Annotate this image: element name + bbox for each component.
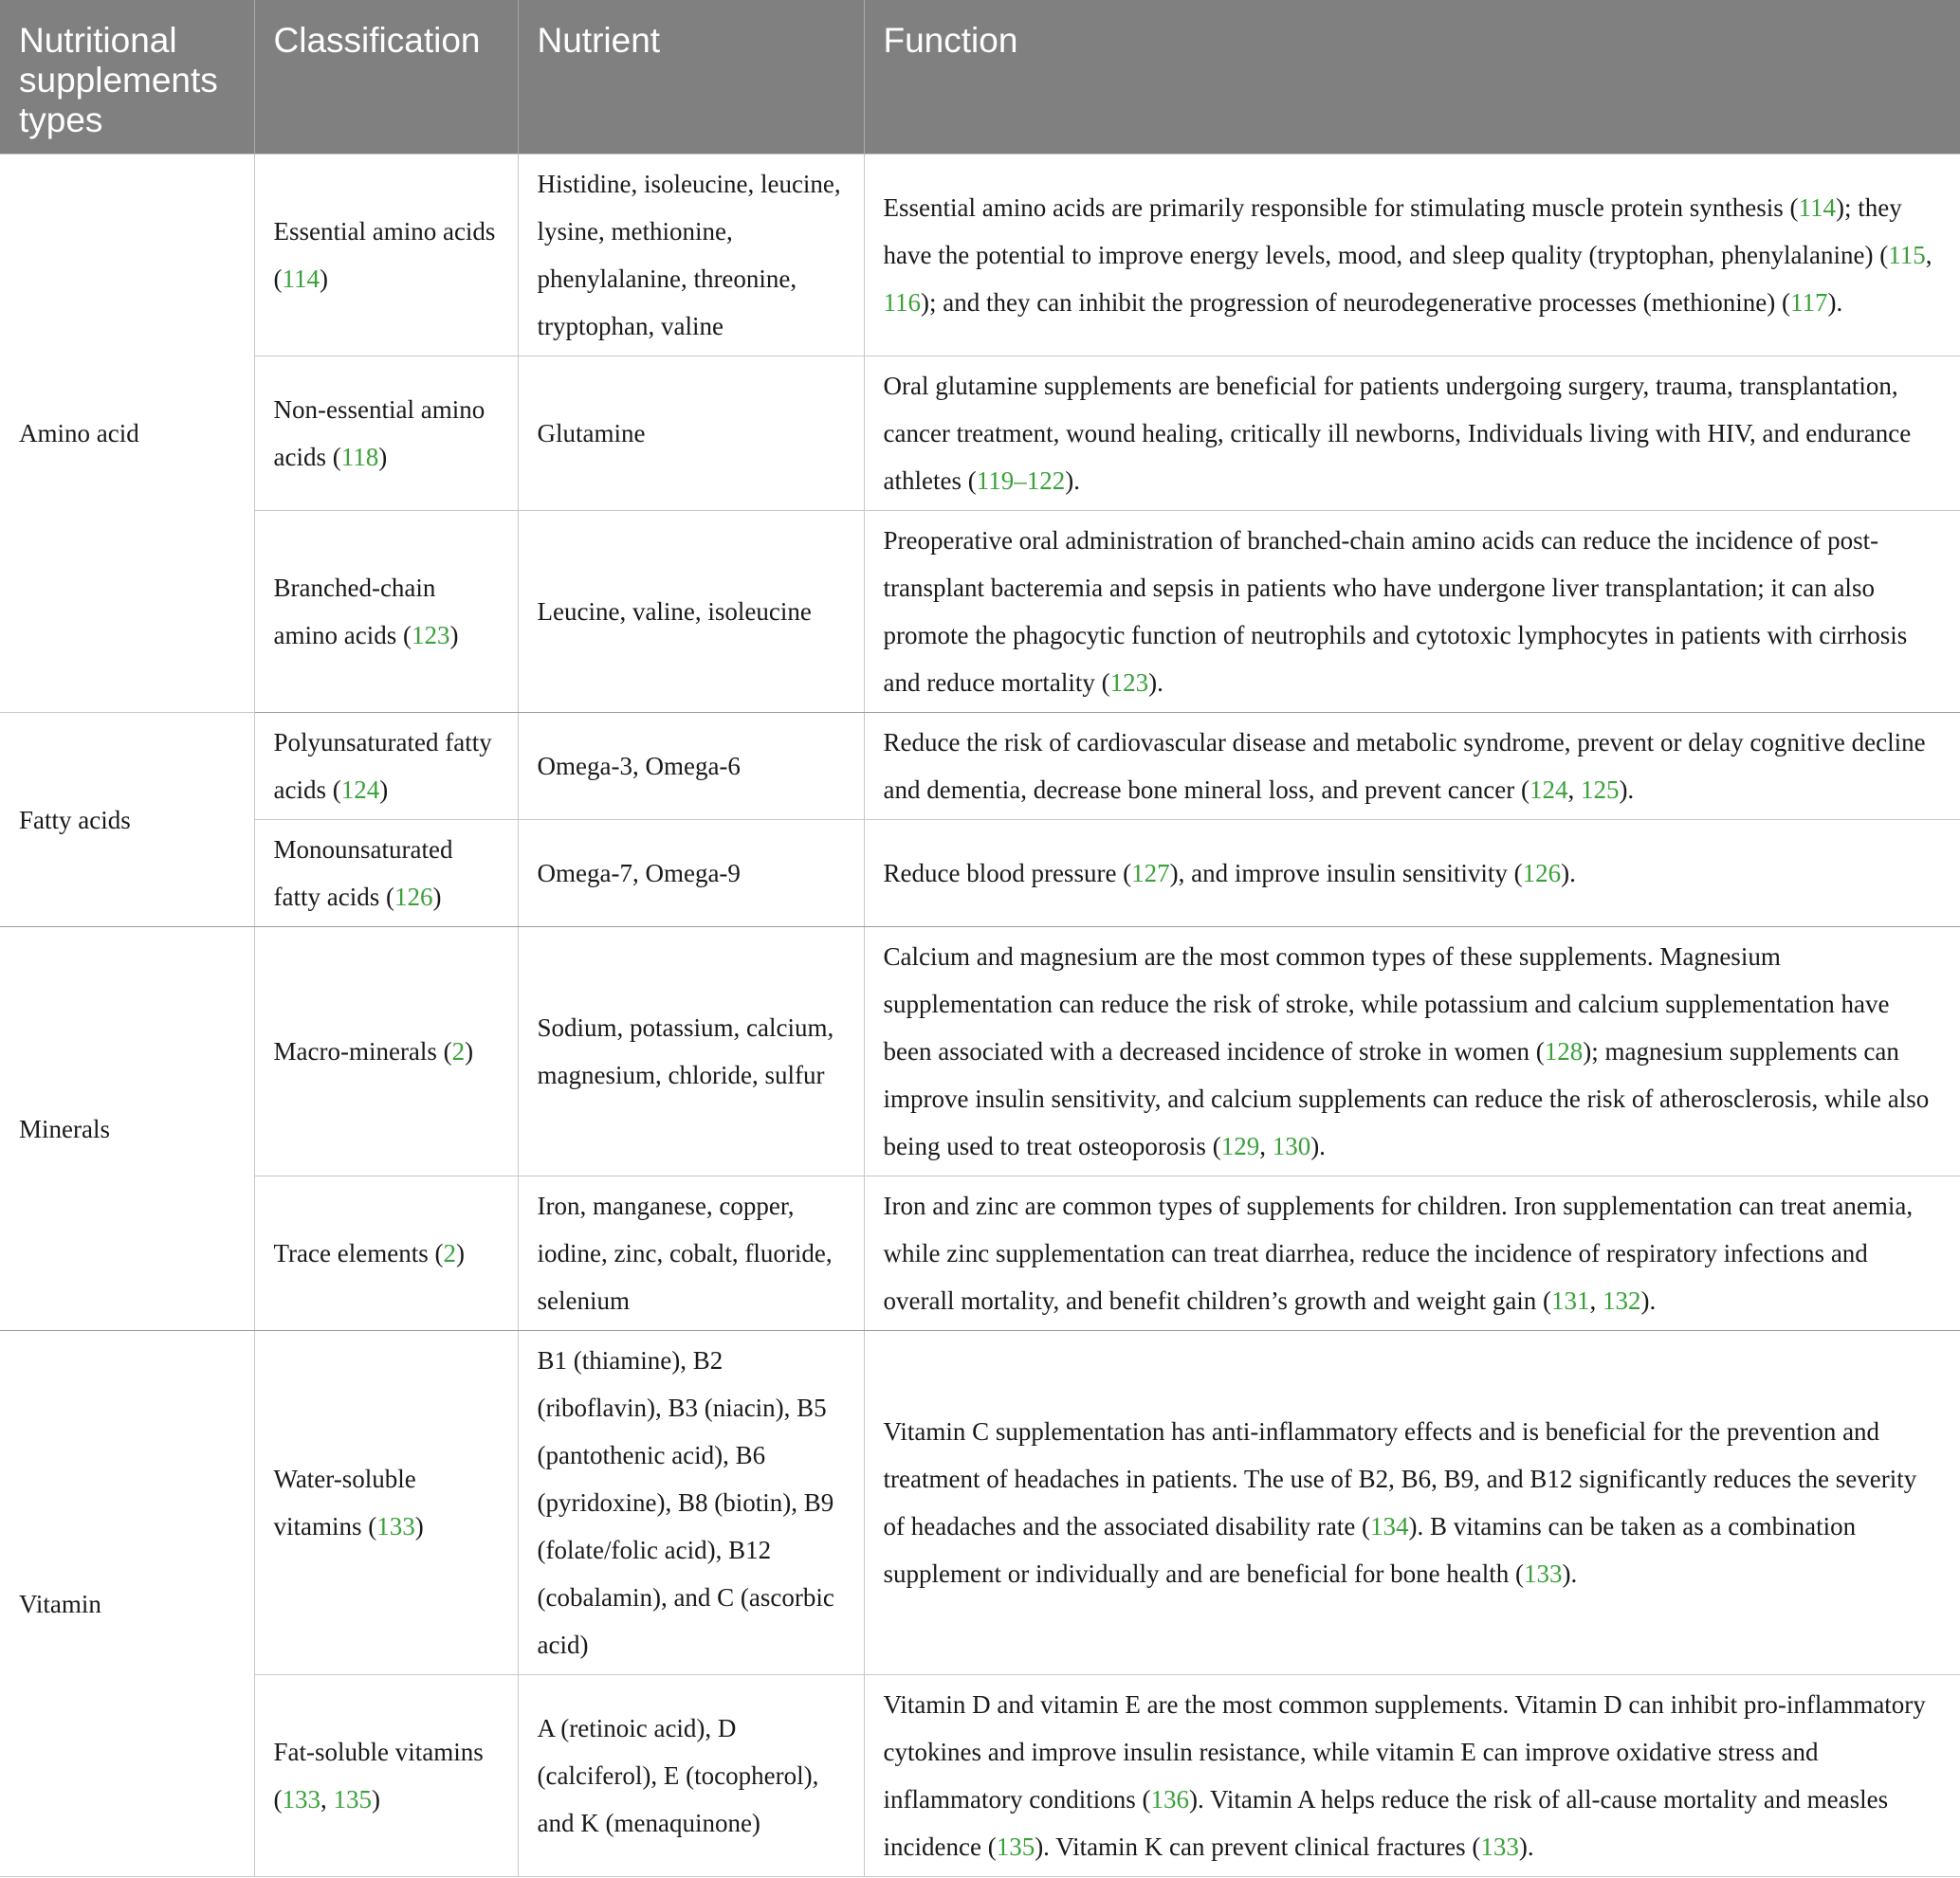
cell-text: ); and they can inhibit the progression of neurodegenerative processes (methionine) ( <box>921 288 1790 317</box>
citation-link[interactable]: 128 <box>1544 1037 1584 1066</box>
cell-text: ), and improve insulin sensitivity ( <box>1169 859 1523 887</box>
table-header <box>0 0 1960 155</box>
function-cell <box>864 511 1960 713</box>
cell-text: ). <box>1562 1559 1578 1588</box>
cell-text: Non-essential amino acids ( <box>273 395 485 471</box>
cell-text: Calcium and magnesium are the most common types of these supplements. Magnesium supplementation can reduce the risk of stroke, while potassium and calcium supplementation have been associated with a decreased incidence of stroke in women ( <box>883 942 1890 1066</box>
citation-link[interactable]: 126 <box>1522 859 1562 887</box>
citation-link[interactable]: 134 <box>1370 1512 1409 1541</box>
function-cell <box>864 713 1960 820</box>
function-cell <box>864 927 1960 1176</box>
classification-cell <box>254 713 518 820</box>
function-cell <box>864 1331 1960 1675</box>
citation-link[interactable]: 125 <box>1580 775 1620 804</box>
cell-text: Trace elements ( <box>273 1239 444 1267</box>
cell-text: Polyunsaturated fatty acids ( <box>273 728 492 804</box>
cell-text: ). <box>1310 1132 1326 1160</box>
table-row <box>0 155 1960 356</box>
citation-link[interactable]: 2 <box>451 1037 466 1066</box>
citation-link[interactable]: 133 <box>282 1785 321 1814</box>
cell-text: Monounsaturated fatty acids ( <box>273 835 453 911</box>
citation-link[interactable]: 132 <box>1603 1286 1641 1315</box>
cell-text: ) <box>414 1512 424 1541</box>
cell-text: ) <box>432 883 442 911</box>
citation-link[interactable]: 133 <box>1524 1559 1563 1588</box>
citation-link[interactable]: 124 <box>340 775 380 804</box>
cell-text: ). <box>1518 1832 1534 1861</box>
table-row <box>0 1675 1960 1877</box>
nutrient-cell: Glutamine <box>518 356 864 511</box>
group-amino-acid: Amino acid <box>0 155 254 713</box>
table-row <box>0 356 1960 511</box>
cell-text: Water-soluble vitamins ( <box>273 1465 416 1541</box>
header-nutrient: Nutrient <box>518 0 864 155</box>
function-cell <box>864 155 1960 356</box>
cell-text: ). <box>1827 288 1843 317</box>
classification-cell <box>254 927 518 1176</box>
citation-link[interactable]: 118 <box>340 443 379 471</box>
citation-link[interactable]: 133 <box>376 1512 415 1541</box>
nutrient-cell: A (retinoic acid), D (calciferol), E (tocopherol), and K (menaquinone) <box>518 1675 864 1877</box>
citation-link[interactable]: 115 <box>1888 241 1926 269</box>
nutrient-cell: B1 (thiamine), B2 (riboflavin), B3 (niacin), B5 (pantothenic acid), B6 (pyridoxine), B8 (biotin), B9 (folate/folic acid), B12 (cobalamin), and C (ascorbic acid) <box>518 1331 864 1675</box>
classification-cell <box>254 1675 518 1877</box>
classification-cell <box>254 820 518 927</box>
citation-link[interactable]: 127 <box>1131 859 1170 887</box>
cell-text: ). B vitamins can be taken as a combination supplement or individually and are beneficial for bone health ( <box>883 1512 1857 1588</box>
cell-text: ) <box>455 1239 465 1267</box>
citation-link[interactable]: 131 <box>1551 1286 1590 1315</box>
nutrient-cell: Omega-7, Omega-9 <box>518 820 864 927</box>
citation-link[interactable]: 130 <box>1272 1132 1311 1160</box>
cell-text: ) <box>372 1785 380 1814</box>
cell-text: Iron and zinc are common types of supplements for children. Iron supplementation can treat anemia, while zinc supplementation can treat diarrhea, reduce the incidence of respiratory infections and overall mortality, and benefit children’s growth and weight gain ( <box>883 1192 1914 1315</box>
header-row <box>0 0 1960 155</box>
citation-link[interactable]: 114 <box>1798 193 1837 222</box>
classification-cell <box>254 1176 518 1331</box>
header-classification: Classification <box>254 0 518 155</box>
table-row <box>0 511 1960 713</box>
cell-text: Reduce blood pressure ( <box>883 859 1132 887</box>
cell-text: ). <box>1640 1286 1657 1315</box>
cell-text: ); they have the potential to improve energy levels, mood, and sleep quality (tryptophan, phenylalanine) ( <box>883 193 1902 269</box>
cell-text: Reduce the risk of cardiovascular disease and metabolic syndrome, prevent or delay cognitive decline and dementia, decrease bone mineral loss, and prevent cancer ( <box>883 728 1926 804</box>
nutrient-cell: Leucine, valine, isoleucine <box>518 511 864 713</box>
nutrient-cell: Histidine, isoleucine, leucine, lysine, methionine, phenylalanine, threonine, tryptophan, valine <box>518 155 864 356</box>
classification-cell <box>254 356 518 511</box>
cell-text: , <box>1567 775 1581 804</box>
classification-cell <box>254 511 518 713</box>
citation-link[interactable]: 117 <box>1789 288 1828 317</box>
header-function: Function <box>864 0 1960 155</box>
cell-text: ). <box>1619 775 1635 804</box>
table-row <box>0 713 1960 820</box>
function-cell <box>864 356 1960 511</box>
cell-text: ); magnesium supplements can improve insulin sensitivity, and calcium supplements can reduce the risk of atherosclerosis, while also being used to treat osteoporosis ( <box>883 1037 1930 1160</box>
nutrient-cell: Sodium, potassium, calcium, magnesium, chloride, sulfur <box>518 927 864 1176</box>
function-cell <box>864 820 1960 927</box>
citation-link[interactable]: 123 <box>1109 668 1149 697</box>
cell-text: Preoperative oral administration of branched-chain amino acids can reduce the incidence of post-transplant bacteremia and sepsis in patients who have undergone liver transplantation; it can also promote the phagocytic function of neutrophils and cytotoxic lymphocytes in patients with cirrhosis and reduce mortality ( <box>883 526 1908 697</box>
cell-text: ). <box>1561 859 1576 887</box>
table-row <box>0 820 1960 927</box>
cell-text: Branched-chain amino acids ( <box>273 574 436 649</box>
cell-text: Vitamin C supplementation has anti-inflammatory effects and is beneficial for the prevention and treatment of headaches in patients. The use of B2, B6, B9, and B12 significantly reduces the severity of headaches and the associated disability rate ( <box>883 1417 1917 1541</box>
cell-text: Essential amino acids ( <box>273 217 496 293</box>
cell-text: ) <box>320 264 328 293</box>
header-types: Nutritional supplements types <box>0 0 254 155</box>
table-row <box>0 927 1960 1176</box>
citation-link[interactable]: 116 <box>883 288 921 317</box>
cell-text: Oral glutamine supplements are beneficial for patients undergoing surgery, trauma, transplantation, cancer treatment, wound healing, critically ill newborns, Individuals living with HIV, and endurance athletes ( <box>883 372 1912 495</box>
cell-text: , <box>321 1785 334 1814</box>
cell-text: ). Vitamin A helps reduce the risk of all-cause mortality and measles incidence ( <box>883 1785 1889 1861</box>
citation-link[interactable]: 129 <box>1220 1132 1260 1160</box>
nutrient-cell: Iron, manganese, copper, iodine, zinc, cobalt, fluoride, selenium <box>518 1176 864 1331</box>
group-fatty-acids: Fatty acids <box>0 713 254 927</box>
classification-cell <box>254 1331 518 1675</box>
classification-cell <box>254 155 518 356</box>
cell-text: ). <box>1148 668 1163 697</box>
function-cell <box>864 1675 1960 1877</box>
group-vitamin: Vitamin <box>0 1331 254 1877</box>
function-cell <box>864 1176 1960 1331</box>
cell-text: , <box>1925 241 1933 269</box>
cell-text: , <box>1589 1286 1603 1315</box>
citation-link[interactable]: 136 <box>1150 1785 1189 1814</box>
cell-text: , <box>1259 1132 1273 1160</box>
citation-link[interactable]: 135 <box>333 1785 372 1814</box>
cell-text: ) <box>449 621 459 649</box>
citation-link[interactable]: 119–122 <box>976 466 1066 495</box>
citation-link[interactable]: 123 <box>411 621 450 649</box>
cell-text: Essential amino acids are primarily responsible for stimulating muscle protein synthesis ( <box>883 193 1799 222</box>
citation-link[interactable]: 126 <box>394 883 433 911</box>
cell-text: Vitamin D and vitamin E are the most common supplements. Vitamin D can inhibit pro-inflammatory cytokines and improve insulin resistance, while vitamin E can improve oxidative stress and inflammatory conditions ( <box>883 1690 1926 1814</box>
cell-text: ) <box>465 1037 474 1066</box>
citation-link[interactable]: 124 <box>1529 775 1568 804</box>
table-row <box>0 1331 1960 1675</box>
table-body <box>0 155 1960 1877</box>
citation-link[interactable]: 135 <box>996 1832 1035 1861</box>
table-row <box>0 1176 1960 1331</box>
group-minerals: Minerals <box>0 927 254 1331</box>
citation-link[interactable]: 114 <box>282 264 320 293</box>
cell-text: ) <box>378 443 388 471</box>
nutrient-cell: Omega-3, Omega-6 <box>518 713 864 820</box>
citation-link[interactable]: 133 <box>1480 1832 1519 1861</box>
cell-text: ). Vitamin K can prevent clinical fractures ( <box>1035 1832 1481 1861</box>
cell-text: Fat-soluble vitamins ( <box>273 1738 484 1814</box>
cell-text: ) <box>379 775 389 804</box>
citation-link[interactable]: 2 <box>443 1239 456 1267</box>
cell-text: ). <box>1065 466 1080 495</box>
cell-text: Macro-minerals ( <box>273 1037 452 1066</box>
